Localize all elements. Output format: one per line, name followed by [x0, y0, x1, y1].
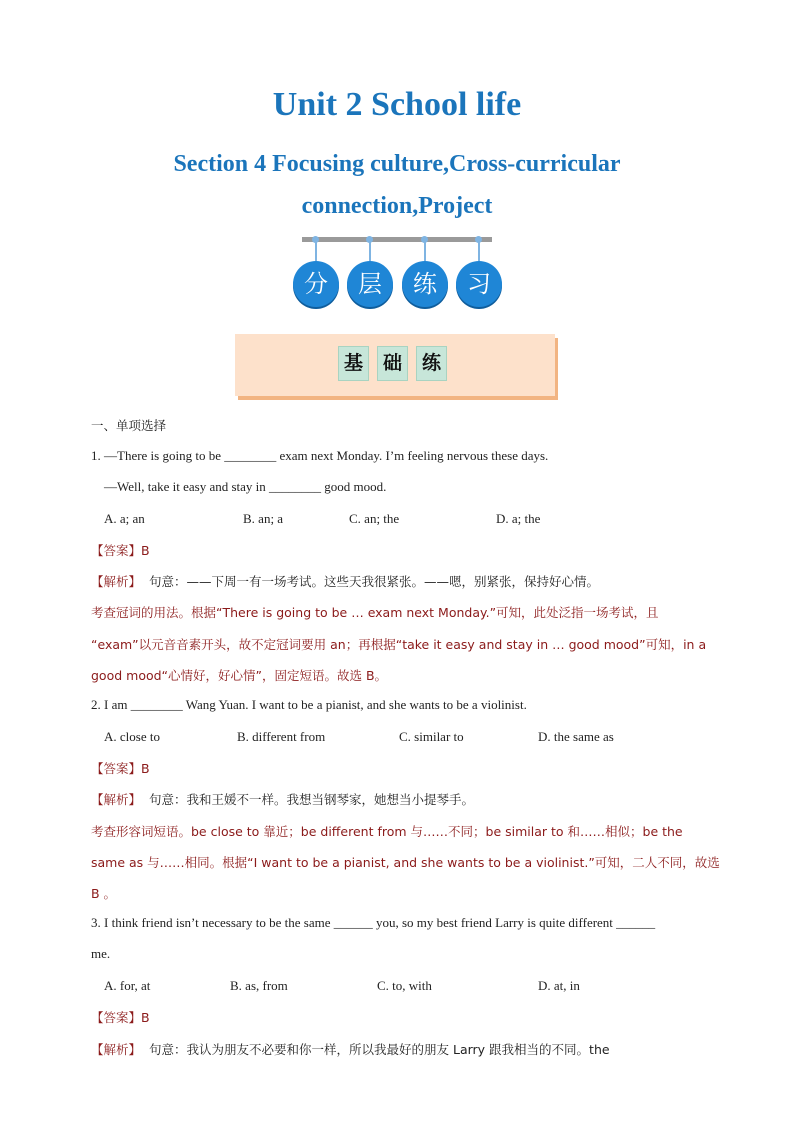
- option: B. different from: [237, 729, 326, 744]
- answer-tag: 【答案】: [91, 543, 142, 558]
- option: A. a; an: [104, 511, 145, 526]
- circle-badge: 习: [456, 261, 502, 307]
- answer-line: [91, 541, 150, 559]
- banner-tile: 础: [377, 346, 408, 381]
- option: C. similar to: [399, 729, 464, 744]
- answer-value: B: [141, 543, 150, 558]
- circle-badge: 练: [402, 261, 448, 307]
- option: B. an; a: [243, 511, 284, 526]
- question-stem: 3. I think friend isn’t necessary to be the same ______ you, so my best friend Larry is quite different ______: [91, 915, 656, 930]
- question-stem: 2. I am ________ Wang Yuan. I want to be a pianist, and she wants to be a violinist.: [91, 697, 527, 712]
- analysis-text: good mood“心情好，好心情”，固定短语。故选 B。: [91, 668, 388, 683]
- analysis-text: 句意：——下周一有一场考试。这些天我很紧张。——嗯，别紧张，保持好心情。: [149, 574, 600, 589]
- subtitle-line-2: connection,Project: [301, 193, 493, 219]
- decor-stem: [315, 242, 317, 261]
- option: A. for, at: [104, 978, 151, 993]
- question-stem: 1. —There is going to be ________ exam next Monday. I’m feeling nervous these days.: [91, 448, 549, 463]
- decor-stem: [369, 242, 371, 261]
- option: C. an; the: [349, 511, 400, 526]
- option: D. a; the: [496, 511, 541, 526]
- page-subtitle: [0, 143, 794, 227]
- section-heading: 一、单项选择: [91, 418, 167, 433]
- analysis-tag: 【解析】: [91, 792, 142, 807]
- analysis-line: [91, 572, 599, 590]
- circle-badge: 分: [293, 261, 339, 307]
- analysis-text: B 。: [91, 886, 117, 901]
- option: B. as, from: [230, 978, 288, 993]
- analysis-text: 考查冠词的用法。根据“There is going to be … exam next Monday.”可知，此处泛指一场考试，且: [91, 605, 659, 620]
- analysis-text: 考查形容词短语。be close to 靠近；be different from 与……不同；be similar to 和……相似；be the: [91, 824, 683, 839]
- decor-stem: [478, 242, 480, 261]
- analysis-line: [91, 790, 474, 808]
- answer-tag: 【答案】: [91, 761, 142, 776]
- decor-stem: [424, 242, 426, 261]
- circle-badge: 层: [347, 261, 393, 307]
- analysis-text: “exam”以元音音素开头，故不定冠词要用 an；再根据“take it easy and stay in … good mood”可知，in a: [91, 637, 707, 652]
- analysis-text: 句意：我和王媛不一样。我想当钢琴家，她想当小提琴手。: [149, 792, 475, 807]
- option: D. the same as: [538, 729, 614, 744]
- question-stem: —Well, take it easy and stay in ________ good mood.: [104, 479, 387, 494]
- page-title: Unit 2 School life: [272, 86, 522, 123]
- option: A. close to: [104, 729, 160, 744]
- answer-value: B: [141, 1010, 150, 1025]
- subtitle-line-1: Section 4 Focusing culture,Cross-curricular: [173, 151, 621, 177]
- analysis-line: [91, 1040, 610, 1058]
- answer-line: [91, 1008, 150, 1026]
- option: D. at, in: [538, 978, 580, 993]
- answer-tag: 【答案】: [91, 1010, 142, 1025]
- option: C. to, with: [377, 978, 432, 993]
- question-stem: me.: [91, 946, 111, 961]
- analysis-text: 句意：我认为朋友不必要和你一样，所以我最好的朋友 Larry 跟我相当的不同。the: [149, 1042, 610, 1057]
- banner-tile: 练: [416, 346, 447, 381]
- decor-rod: [302, 237, 492, 242]
- analysis-tag: 【解析】: [91, 574, 142, 589]
- banner-tile: 基: [338, 346, 369, 381]
- analysis-text: same as 与……相同。根据“I want to be a pianist, and she wants to be a violinist.”可知，二人不同，故选: [91, 855, 720, 870]
- analysis-tag: 【解析】: [91, 1042, 142, 1057]
- answer-value: B: [141, 761, 150, 776]
- answer-line: [91, 759, 150, 777]
